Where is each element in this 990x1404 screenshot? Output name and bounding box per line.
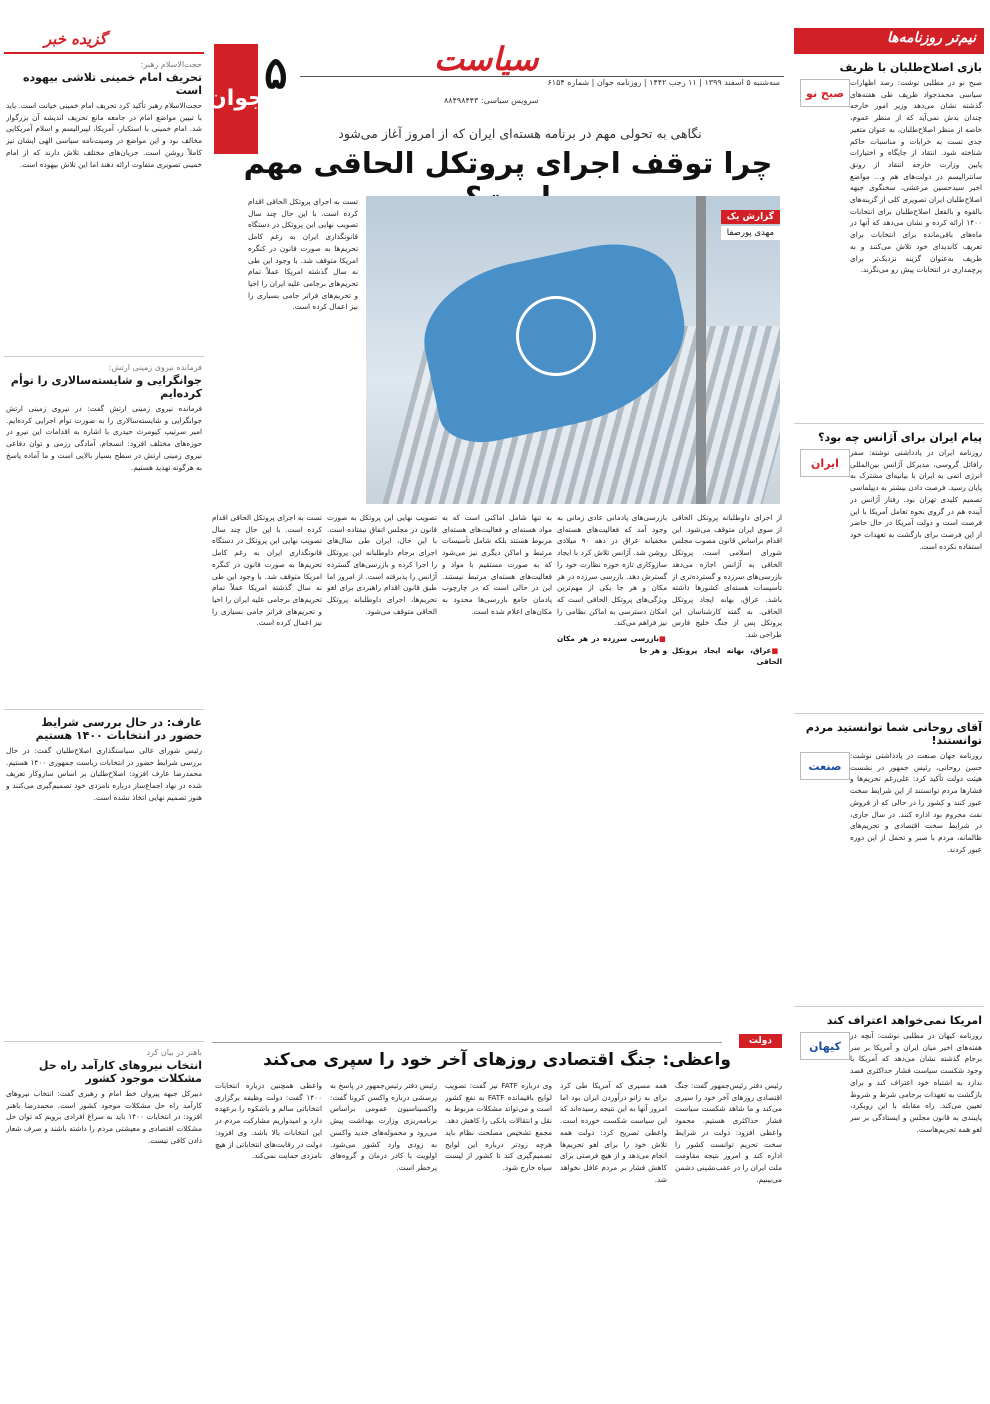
article-column: تست به اجرای پروتکل الحاقی اقدام کرده است. با این حال چند سال تصویب نهایی این پروتکل در دستگاه قانونگذاری ایران به رغم کامل تحریم‌ها به صورت قانون در کنگره امریکا متوقف شد. با وجود این طی نه سال گذشته امریکا عملاً تمام تحریم‌های برجامی علیه ایران را احیا و تحریم‌های فراتر جامی بسیاری را نیز اعمال کرده است. (248, 197, 358, 312)
press-item (794, 424, 984, 714)
article-column: همه مسیری که آمریکا طی کرد برای به زانو درآوردن ایران بود اما امروز آنها به این نتیجه رسیده‌اند که این سیاست شکست خورده است. واعظی تصریح کرد: دولت همه تلاش خود را برای لغو تحریم‌ها انجام می‌دهد و از هیچ فرصتی برای کاهش فشار بر مردم غافل نخواهد شد. (560, 1081, 667, 1184)
section-title: سیاست (434, 40, 539, 78)
press-item (794, 714, 984, 1007)
article-column: رئیس دفتر رئیس‌جمهور گفت: جنگ اقتصادی روزهای آخر خود را سپری می‌کند و ما شاهد شکست سیاست فشار حداکثری هستیم. محمود واعظی افزود: دولت در شرایط سخت تحریم توانست کشور را اداره کند و امروز نتیجه مقاومت ملت ایران را در عقب‌نشینی دشمن می‌بینیم. (675, 1081, 782, 1184)
news-briefs-banner: گزیده خبر (4, 28, 204, 54)
section-tag: دولت (739, 1034, 782, 1048)
press-item-body: روزنامه جهان صنعت در یادداشتی نوشت: حسن روحانی، رئیس جمهور در نشست هیئت دولت تأکید کرد: علی‌رغم تحریم‌ها و فشارها مردم توانستند از این شرایط سخت عبور کنند و کشور را در حالی که از فروش نفت محروم بود اداره کنند. در سال جاری، در شرایط سخت اقتصادی و تحریم‌های ظالمانه، مردم با صبر و تحمل از این دوره عبور کردند. (850, 751, 982, 854)
section-divider (212, 1042, 722, 1043)
press-item-body: صبح نو در مطلبی نوشت: رصد اظهارات سیاسی محمدجواد ظریف طی هفته‌های گذشته نشان می‌دهد وزیر امور خارجه چندان بدش نمی‌آید که از منظر عموم، خاصه از منظر اصلاح‌طلبان، به عنوان متغیر جدی تست به خرابات و مناسبات حاکم شناخته شود. انتقاد از جایگاه و اختیارات پایین وزارت خارجه انتقاد از رونق سانترالیسم در دولت‌های هم و... مواضع اخیر سیدحسین مرعشی، سخنگوی جبهه اصلاح‌طلبان ایران تصویری کلی از گزینه‌های بالقوه و بالفعل اصلاح‌طلبان برای انتخابات ۱۴۰۰ ارائه کرده و نشان می‌دهد که آنها در ماه‌های باقی‌مانده برای انتخابات برای تعریف کاندیدای خود تلاش می‌کنند و به ظریف به‌عنوان گزینه نزدیک‌تر برای پرچمداری در انتخابات پیش رو می‌نگرند. (850, 78, 982, 275)
news-brief-kicker: فرمانده نیروی زمینی ارتش: (108, 363, 202, 372)
article-subhead: ■ بازرسی سرزده در هر مکان و هر جا (557, 633, 667, 656)
news-brief-kicker: باهنر در بیان کرد (146, 1048, 202, 1057)
article-column: رئیس دفتر رئیس‌جمهور در پاسخ به پرسشی درباره واکسن کرونا گفت: واکسیناسیون عمومی براساس برنامه‌ریزی وزارت بهداشت پیش می‌رود و محموله‌های جدید واکسن به زودی وارد کشور می‌شود. اولویت با کادر درمان و گروه‌های پرخطر است. (330, 1081, 437, 1172)
news-brief-body: حجت‌الاسلام رهبر تأکید کرد تحریف امام خمینی خیانت است. باید با تبیین مواضع امام در جامعه مانع تحریف اندیشه آن بزرگوار شد. امام خمینی با استکبار، آمریکا، لیبرالیسم و اسلام آمریکایی مخالف بود و این مواضع در وصیت‌نامه سیاسی الهی ایشان نیز کاملاً روشن است. جریان‌های مختلف تلاش دارند که از امام خمینی تصویری متفاوت ارائه دهند اما این تلاش بیهوده است. (6, 101, 202, 169)
article-column: وی درباره FATF نیز گفت: تصویب لوایح باقیمانده FATF به نفع کشور است و می‌تواند مشکلات مربوط به نقل و انتقالات بانکی را کاهش دهد. مجمع تشخیص مصلحت نظام باید هرچه زودتر درباره این لوایح تصمیم‌گیری کند تا کشور از لیست سیاه خارج شود. (445, 1081, 552, 1172)
press-item (794, 54, 984, 424)
bottom-story-body (212, 1080, 782, 1390)
press-item (794, 1007, 984, 1336)
service-contact: سرویس سیاسی: ۸۸۴۹۸۴۴۳ (444, 96, 539, 105)
news-brief (4, 357, 204, 710)
press-item-title: پیام ایران برای آژانس چه بود؟ (818, 431, 982, 444)
news-brief (4, 710, 204, 1042)
press-review-column (794, 28, 984, 1398)
main-headline: چرا توقف اجرای پروتکل الحاقی مهم (243, 146, 773, 180)
article-column (557, 512, 667, 1028)
page-number: ۵ (264, 48, 288, 99)
press-item-body: روزنامه کیهان در مطلبی نوشت: آنچه در هفته‌های اخیر میان ایران و آمریکا بر سر برجام گذشته نشان می‌دهد که آمریکا با وجود شکست سیاست فشار حداکثری قصد ندارد به اشتباه خود اعتراف کند و برای بازگشت به تعهدات برجامی شرط و شروط تعیین می‌کند. راه مقابله با این رویکرد، پایبندی به قانون مجلس و ایستادگی بر سر لغو همه تحریم‌هاست. (850, 1031, 982, 1134)
newspaper-logo: جوان (214, 44, 258, 154)
main-story-body (212, 196, 782, 1028)
press-item-title: امریکا نمی‌خواهد اعتراف کند (826, 1014, 982, 1027)
main-story-kicker: نگاهی به تحولی مهم در برنامه هسته‌ای ایران که از امروز آغاز می‌شود (338, 126, 702, 141)
news-brief-body: فرمانده نیروی زمینی ارتش گفت: در نیروی زمینی ارتش جوانگرایی و شایسته‌سالاری را به صورت توأم اجرایی کرده‌ایم. امیر سرتیپ کیومرث حیدری با اشاره به اقدامات این نیرو در حوزه‌های مختلف افزود: انسجام، آمادگی رزمی و توان دفاعی نیروی زمینی ارتش در سطح بسیار بالایی است و ما آماده پاسخ به هرگونه تهدید هستیم. (6, 404, 202, 472)
news-brief-body: رئیس شورای عالی سیاستگذاری اصلاح‌طلبان گفت: در حال بررسی شرایط حضور در انتخابات ریاست جمهوری ۱۴۰۰ هستیم. محمدرضا عارف افزود: اصلاح‌طلبان بر اساس سازوکار تعریف شده در نهاد اجماع‌ساز درباره نامزدی خود تصمیم‌گیری می‌کنند و هنوز تصمیم نهایی اتخاذ نشده است. (6, 746, 202, 802)
article-subhead: ■ عراق، بهانه ایجاد پروتکل الحاقی (672, 645, 782, 668)
newspaper-logo: صبح نو (800, 79, 850, 107)
news-brief-title: جوانگرایی و شایسته‌سالاری را توأم کرده‌ایم (10, 374, 202, 400)
article-column: تصویب نهایی این پروتکل به صورت قانون در مجلس اتفاق نیفتاده است. با این حال، ایران طی سال‌های اجرای برجام داوطلبانه این پروتکل را اجرا کرده و بازرسی‌های گسترده آژانس را پذیرفته است. از امروز اما طبق قانون اقدام راهبردی برای لغو تحریم‌ها، اجرای داوطلبانه پروتکل الحاقی متوقف می‌شود. (327, 513, 437, 616)
report-tag: گزارش یک (721, 210, 780, 224)
issue-info (304, 78, 780, 87)
press-review-banner: نیم‌تر روزنامه‌ها (794, 28, 984, 54)
news-brief-kicker: حجت‌الاسلام رهبر: (140, 60, 202, 69)
news-brief (4, 1042, 204, 1398)
article-column-text: از اجرای داوطلبانه پروتکل الحاقی از سوی ایران متوقف می‌شود. این اقدام براساس قانون مصوب مجلس شورای اسلامی است. پروتکل الحاقی به آژانس اجازه می‌دهد بازرسی‌های سرزده و گسترده‌تری از تأسیسات هسته‌ای کشورها داشته باشد. عراق، بهانه ایجاد پروتکل الحاقی. به گفته کارشناسان این پروتکل پس از جنگ خلیج فارس طراحی شد. (672, 513, 782, 640)
masthead-divider (300, 76, 784, 77)
article-column: تست به اجرای پروتکل الحاقی اقدام کرده است. با این حال چند سال تصویب نهایی این پروتکل در دستگاه قانونگذاری ایران به رغم کامل تحریم‌ها به صورت قانون در کنگره امریکا متوقف شد. با وجود این طی نه سال گذشته امریکا عملاً تمام تحریم‌های برجامی علیه ایران را احیا و تحریم‌های فراتر جامی بسیاری را نیز اعمال کرده است. (212, 513, 322, 628)
news-brief-title: تحریف امام خمینی تلاشی بیهوده است (23, 71, 202, 97)
article-column: به تنها شامل اماکنی است که به مواد هسته‌ای و فعالیت‌های هسته‌ای مربوط هستند بلکه شامل تأسیسات مرتبط و اماکن دیگری نیز می‌شود که به صورت مستقیم با مواد و فعالیت‌های هسته‌ای مرتبط نیستند. این در حالی است که در چارچوب پادمان جامع بازرسی‌ها محدود به مکان‌های اعلام شده است. (442, 513, 552, 616)
newspaper-logo: صنعت (800, 752, 850, 780)
news-brief-title: عارف: در حال بررسی شرایط حضور در انتخابات ۱۴۰۰ هستیم (35, 716, 202, 742)
newspaper-logo: ایران (800, 449, 850, 477)
press-item-body: روزنامه ایران در یادداشتی نوشته: سفر رافائل گروسی، مدیرکل آژانس بین‌المللی انرژی اتمی به ایران با بیانیه‌ای مشترک به پایان رسید. فرصت دادن بیشتر به دیپلماسی تصمیم کلیدی تهران بود. رفتار آژانس در آینده هم در گروی نحوه تعامل آمریکا با این فرصت است و دولت آمریکا در حال حاضر از این فرصت برای بازگشت به تعهدات خود استفاده نکرده است. (850, 448, 982, 551)
press-item-title: آقای روحانی شما توانستید مردم توانستند! (805, 721, 982, 747)
report-author: مهدی پورصفا (721, 226, 780, 240)
news-brief-body: دبیرکل جبهه پیروان خط امام و رهبری گفت: انتخاب نیروهای کارآمد راه حل مشکلات موجود کشور است. محمدرضا باهنر افزود: در انتخابات ۱۴۰۰ باید به سراغ افرادی برویم که توان حل مشکلات اقتصادی و معیشتی مردم را داشته باشند و صرف شعار دادن کافی نیست. (6, 1089, 202, 1145)
masthead (208, 40, 784, 111)
issue-date-line: سه‌شنبه ۵ اسفند ۱۳۹۹ | ۱۱ رجب ۱۴۴۲ | روزنامه جوان | شماره ۶۱۵۴ (547, 78, 780, 87)
article-column-text: بازرسی‌های پادمانی عادی زمانی به وجود آمد که فعالیت‌های هسته‌ای مخفیانه عراق در دهه ۹۰ میلادی روشن شد. آژانس تلاش کرد با ایجاد سازوکاری تازه حوزه نظارت خود را گسترش دهد. بازرسی سرزده در هر مکان و هر جا یکی از مهم‌ترین ویژگی‌های پروتکل الحاقی است که امکان دسترسی به اماکن نظامی را نیز فراهم می‌کند. (557, 513, 667, 628)
bottom-story (212, 1034, 782, 1394)
news-brief-title: انتخاب نیروهای کارآمد راه حل مشکلات موجود کشور (38, 1059, 202, 1085)
bottom-story-headline: واعظی: جنگ اقتصادی روزهای آخر خود را سپری می‌کند (263, 1050, 731, 1070)
press-item-title: بازی اصلاح‌طلبان با ظریف (839, 61, 982, 74)
newspaper-logo: کیهان (800, 1032, 850, 1060)
article-column: واعظی همچنین درباره انتخابات ۱۴۰۰ گفت: دولت وظیفه برگزاری انتخاباتی سالم و باشکوه را برعهده دارد و امیدواریم مشارکت مردم در این انتخابات بالا باشد. وی افزود: دولت در رقابت‌های انتخاباتی از هیچ نامزدی حمایت نمی‌کند. (215, 1081, 322, 1161)
article-column (672, 512, 782, 1028)
news-brief (4, 54, 204, 357)
news-briefs-column (4, 28, 204, 1398)
